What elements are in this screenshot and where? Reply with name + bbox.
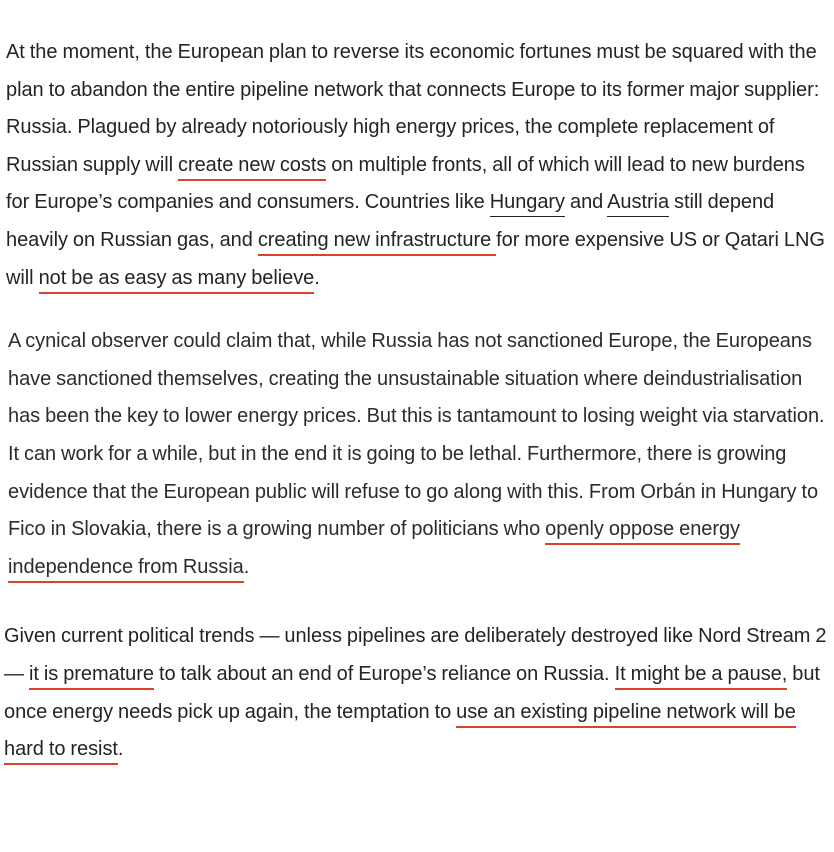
article-body <box>6 34 832 769</box>
text-segment: for more expensive US or Qatari LNG will <box>6 228 825 289</box>
text-segment: on multiple fronts, all of which will lead to new burdens for Europe’s companies and consumers. Countries like <box>6 153 805 214</box>
text-segment: but once energy needs pick up again, the temptation to <box>4 662 820 723</box>
text-segment: At the moment, the European plan to reverse its economic fortunes must be squared with the plan to abandon the entire pipeline network that connects Europe to its former major supplier: Russia. Plagued by already notoriously high energy prices, the complete replacement of Russian supply will <box>6 41 820 176</box>
link-it-might-be-a-pause[interactable]: It might be a pause, <box>615 663 788 690</box>
text-segment: Given current political trends — unless pipelines are deliberately destroyed like Nord Stream 2 — <box>4 625 827 685</box>
text-segment: . <box>243 555 250 578</box>
text-segment: to talk about an end of Europe’s reliance on Russia. <box>153 662 615 685</box>
link-not-as-easy[interactable]: not be as easy as many believe <box>39 267 315 294</box>
link-openly-oppose-energy-independence[interactable]: openly oppose energy independence from Russia <box>8 518 740 583</box>
text-segment: . <box>314 266 320 289</box>
paragraph-3 <box>4 618 832 768</box>
link-create-new-costs[interactable]: create new costs <box>178 154 326 181</box>
paragraph-2 <box>6 323 832 586</box>
link-it-is-premature[interactable]: it is premature <box>29 663 154 690</box>
text-segment: A cynical observer could claim that, while Russia has not sanctioned Europe, the Europeans have sanctioned themselves, creating the unsustainable situation where deindustrialisation has been the key to lower energy prices. But this is tantamount to losing weight via starvation. It can work for a while, but in the end it is going to be lethal. Furthermore, there is growing evidence that the European public will refuse to go along with this. From Orbán in Hungary to Fico in Slovakia, there is a growing number of politicians who <box>8 330 825 541</box>
link-hungary[interactable]: Hungary <box>490 191 565 217</box>
paragraph-1 <box>6 34 832 297</box>
link-creating-new-infrastructure[interactable]: creating new infrastructure <box>258 229 496 256</box>
link-existing-pipeline-network[interactable]: use an existing pipeline network will be hard to resist <box>4 701 796 766</box>
link-austria[interactable]: Austria <box>607 191 669 217</box>
text-segment: still depend heavily on Russian gas, and <box>6 191 775 251</box>
text-segment: . <box>117 738 124 761</box>
text-segment: and <box>564 191 608 214</box>
